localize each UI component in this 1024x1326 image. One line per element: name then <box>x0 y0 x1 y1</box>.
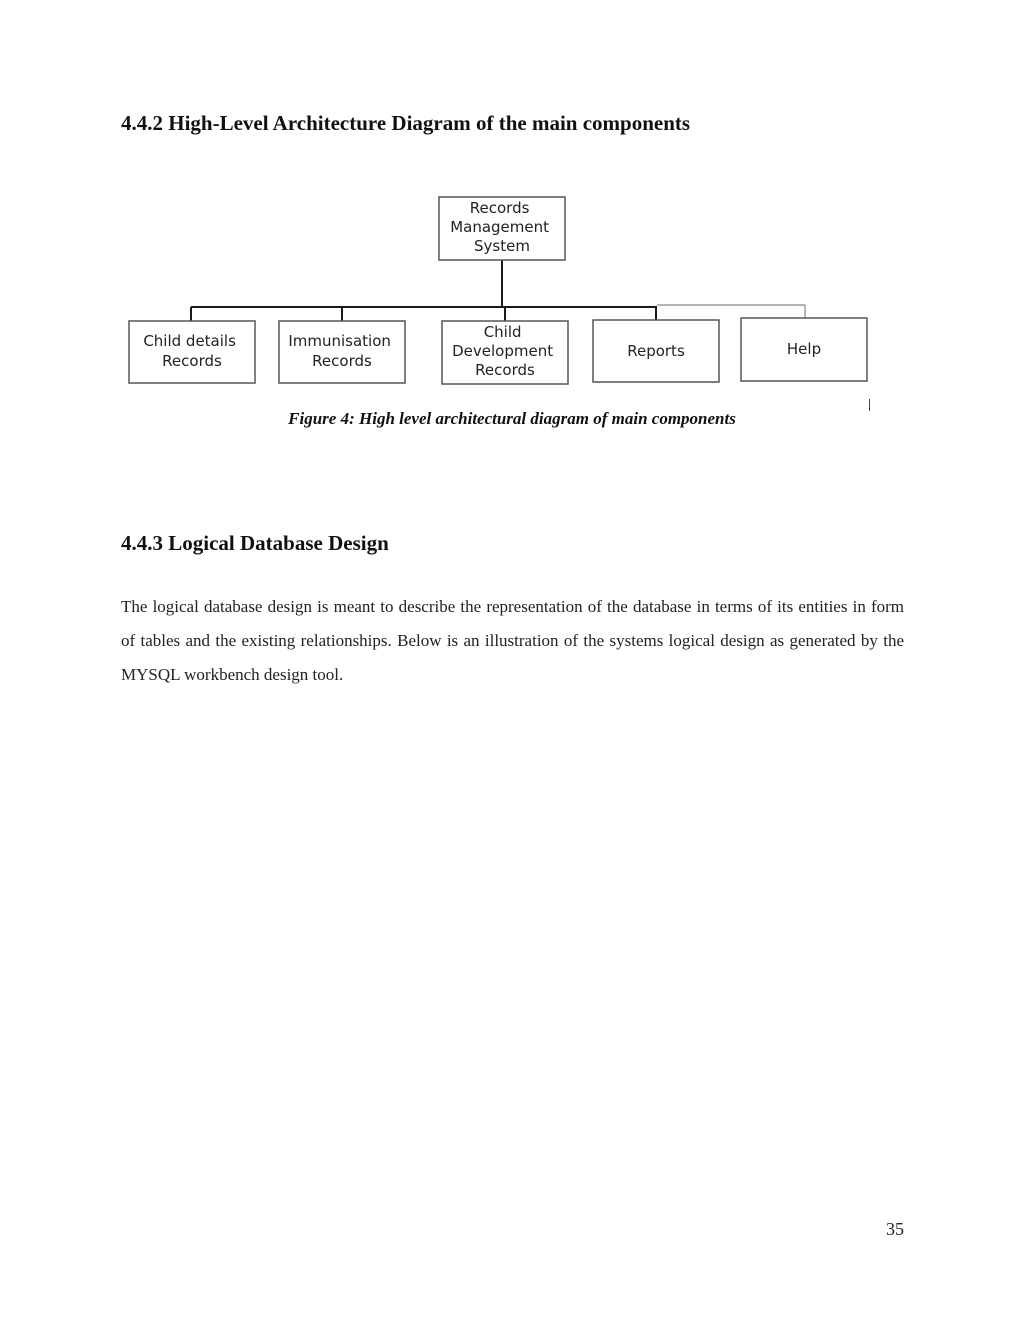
page-number: 35 <box>886 1219 904 1239</box>
figure-caption: Figure 4: High level architectural diagram of main components <box>288 409 736 428</box>
svg-text:Help <box>787 340 821 358</box>
node-label-line: Records <box>162 352 222 370</box>
node-label-line: Child <box>483 323 522 341</box>
root-node-label-line: System <box>474 237 530 255</box>
diagram-node-child-details <box>129 321 255 383</box>
root-node-label-line: Records <box>469 199 530 217</box>
diagram-node-immunisation <box>279 321 405 383</box>
node-label-line: Reports <box>627 342 685 360</box>
section-heading-architecture: 4.4.2 High-Level Architecture Diagram of the main components <box>121 111 691 135</box>
node-label-line: Records <box>312 352 372 370</box>
diagram-node-development <box>442 321 568 384</box>
root-node-label-line: Management <box>450 218 550 236</box>
diagram-node-reports <box>593 320 719 382</box>
node-label-line: Immunisation <box>288 332 391 350</box>
node-label-line: Development <box>452 342 554 360</box>
node-label-line: Records <box>475 361 535 379</box>
diagram-connectors <box>191 260 657 321</box>
diagram-node-help <box>741 318 867 381</box>
diagram-connectors-light <box>657 305 805 318</box>
node-label-line: Child details <box>143 332 236 350</box>
diagram-root-node <box>439 197 565 260</box>
node-label-line: Help <box>786 340 822 358</box>
svg-text:Reports <box>627 342 685 360</box>
section-heading-logical-db: 4.4.3 Logical Database Design <box>121 531 389 555</box>
body-paragraph: The logical database design is meant to describe the representation of the database in terms of its entities in form of tables and the existing relationships. Below is an illustration of the systems logical design as generated by the MYSQL workbench design tool. <box>121 597 904 684</box>
architecture-diagram <box>0 0 1024 400</box>
